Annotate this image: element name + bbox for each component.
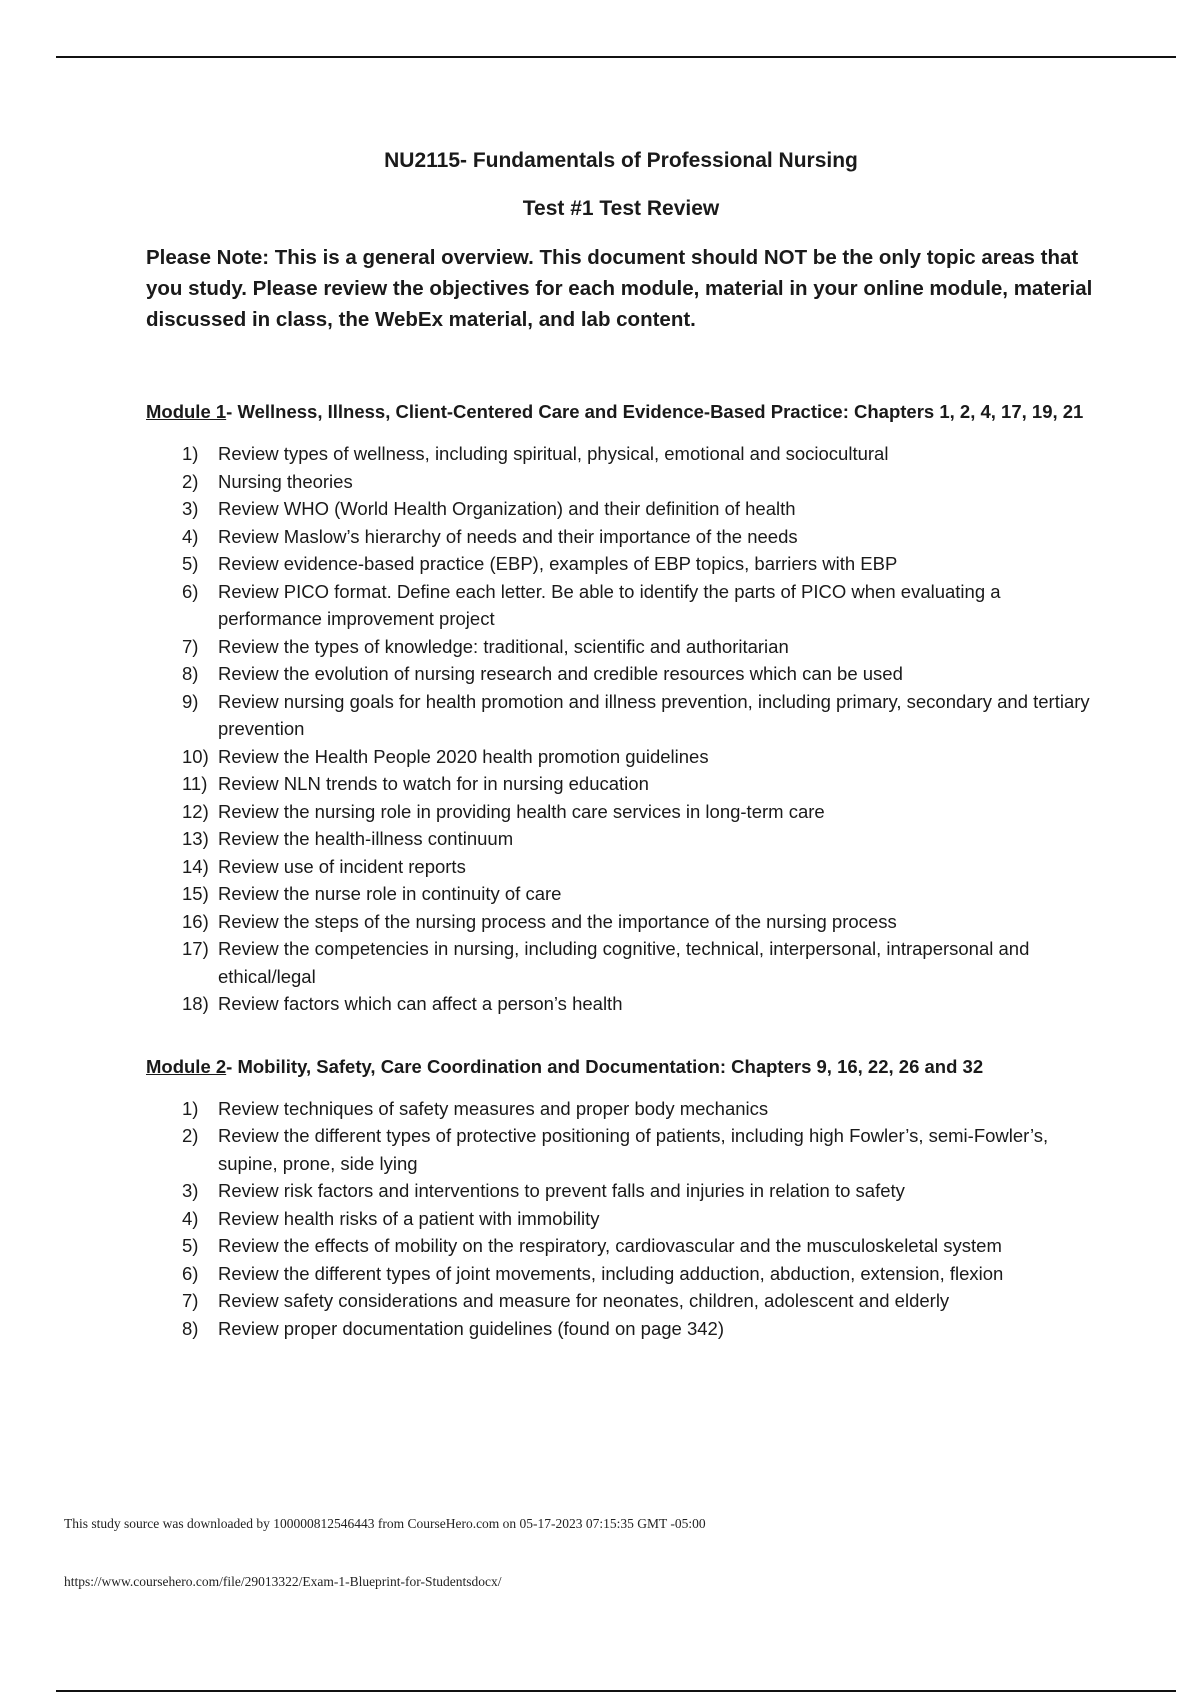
list-item <box>182 633 1096 661</box>
list-item <box>182 1095 1096 1123</box>
document-subtitle: Test #1 Test Review <box>522 197 720 220</box>
list-item-number: 1) <box>182 443 199 464</box>
list-item-number: 7) <box>182 635 199 657</box>
list-item <box>182 743 1096 771</box>
list-item-number: 4) <box>182 525 199 547</box>
list-item-number: 8) <box>182 663 199 684</box>
list-item <box>182 798 1096 826</box>
list-item-text: Review nursing goals for health promotion and illness prevention, including primary, secondary and tertiary prevention <box>218 690 1090 739</box>
list-item <box>182 440 1096 468</box>
list-item-text: Review the Health People 2020 health promotion guidelines <box>218 745 709 767</box>
list-item <box>182 908 1096 936</box>
list-item <box>182 1260 1096 1288</box>
list-item-text: Review evidence-based practice (EBP), examples of EBP topics, barriers with EBP <box>218 553 898 574</box>
list-item <box>182 770 1096 798</box>
module-2-label: Module 2 <box>146 1055 227 1077</box>
list-item <box>182 825 1096 853</box>
module-1-label: Module 1 <box>146 401 227 422</box>
list-item-text: Review WHO (World Health Organization) and their definition of health <box>218 498 796 519</box>
list-item <box>182 935 1096 990</box>
list-item-text: Review factors which can affect a person’s health <box>218 993 623 1014</box>
list-item-number: 2) <box>182 470 199 492</box>
list-item-text: Review the effects of mobility on the respiratory, cardiovascular and the musculoskeletal system <box>218 1235 1002 1256</box>
study-note: Please Note: This is a general overview. This document should NOT be the only topic areas that you study. Please review the objectives for each module, material in your online module, material discussed in class, the WebEx material, and lab content. <box>146 246 1093 331</box>
list-item-text: Review NLN trends to watch for in nursing education <box>218 773 649 794</box>
list-item <box>182 1205 1096 1233</box>
list-item-text: Review the competencies in nursing, including cognitive, technical, interpersonal, intrapersonal and ethical/legal <box>218 938 1030 987</box>
list-item <box>182 1315 1096 1343</box>
list-item-number: 8) <box>182 1317 199 1339</box>
list-item <box>182 880 1096 908</box>
list-item-number: 6) <box>182 580 199 602</box>
list-item <box>182 578 1096 633</box>
list-item-number: 9) <box>182 690 199 712</box>
list-item-number: 5) <box>182 1235 199 1256</box>
list-item-text: Review PICO format. Define each letter. Be able to identify the parts of PICO when evaluating a performance improvement project <box>218 580 1001 629</box>
list-item-text: Review risk factors and interventions to prevent falls and injuries in relation to safety <box>218 1180 905 1201</box>
module-1-title: - Wellness, Illness, Client-Centered Care and Evidence-Based Practice: Chapters 1, 2, 4, 17, 19, 21 <box>226 401 1084 422</box>
module-2-title: - Mobility, Safety, Care Coordination and Documentation: Chapters 9, 16, 22, 26 and 32 <box>226 1055 984 1077</box>
download-source-note: This study source was downloaded by 100000812546443 from CourseHero.com on 05-17-2023 07:15:35 GMT -05:00 <box>64 1516 706 1531</box>
list-item-text: Review the evolution of nursing research and credible resources which can be used <box>218 663 903 684</box>
list-item-number: 1) <box>182 1097 199 1119</box>
list-item-number: 5) <box>182 553 199 574</box>
list-item-text: Review the nurse role in continuity of care <box>218 883 562 904</box>
list-item <box>182 688 1096 743</box>
list-item-text: Review Maslow’s hierarchy of needs and their importance of the needs <box>218 525 798 547</box>
list-item <box>182 1122 1096 1177</box>
list-item <box>182 1287 1096 1315</box>
module-1-heading <box>146 397 1096 426</box>
list-item-number: 18) <box>182 993 209 1014</box>
list-item-text: Review the nursing role in providing health care services in long-term care <box>218 800 825 822</box>
list-item <box>182 468 1096 496</box>
top-divider <box>56 56 1176 58</box>
list-item-text: Review the different types of protective positioning of patients, including high Fowler’s, semi-Fowler’s, supine, prone, side lying <box>218 1125 1049 1174</box>
list-item-number: 4) <box>182 1207 199 1229</box>
list-item-text: Review types of wellness, including spiritual, physical, emotional and sociocultural <box>218 443 889 464</box>
bottom-divider <box>56 1690 1176 1692</box>
list-item-text: Review health risks of a patient with immobility <box>218 1207 600 1229</box>
document-title: NU2115- Fundamentals of Professional Nursing <box>384 149 858 172</box>
list-item-number: 15) <box>182 883 209 904</box>
list-item <box>182 523 1096 551</box>
document-body <box>146 146 1096 1342</box>
list-item <box>182 495 1096 523</box>
list-item-number: 6) <box>182 1262 199 1284</box>
list-item-text: Review the health-illness continuum <box>218 828 514 849</box>
list-item <box>182 990 1096 1018</box>
list-item-number: 10) <box>182 745 209 767</box>
list-item-number: 12) <box>182 800 209 822</box>
list-item-text: Review the different types of joint movements, including adduction, abduction, extension, flexion <box>218 1262 1004 1284</box>
list-item-text: Review safety considerations and measure for neonates, children, adolescent and elderly <box>218 1290 950 1311</box>
list-item-text: Review use of incident reports <box>218 855 466 877</box>
list-item-number: 17) <box>182 938 209 959</box>
list-item-text: Review the types of knowledge: traditional, scientific and authoritarian <box>218 635 789 657</box>
list-item-text: Review proper documentation guidelines (found on page 342) <box>218 1317 725 1339</box>
list-item <box>182 853 1096 881</box>
list-item-number: 16) <box>182 910 209 932</box>
source-url: https://www.coursehero.com/file/29013322/Exam-1-Blueprint-for-Studentsdocx/ <box>64 1574 502 1589</box>
list-item-text: Review the steps of the nursing process and the importance of the nursing process <box>218 910 897 932</box>
list-item-number: 14) <box>182 855 209 877</box>
list-item <box>182 660 1096 688</box>
module-2-list <box>146 1095 1096 1343</box>
list-item-number: 3) <box>182 1180 199 1201</box>
list-item-text: Nursing theories <box>218 470 353 492</box>
list-item-text: Review techniques of safety measures and proper body mechanics <box>218 1097 769 1119</box>
list-item <box>182 550 1096 578</box>
list-item-number: 7) <box>182 1290 199 1311</box>
module-1-list <box>146 440 1096 1018</box>
list-item-number: 3) <box>182 498 199 519</box>
module-2-heading <box>146 1052 1096 1081</box>
list-item <box>182 1232 1096 1260</box>
list-item-number: 2) <box>182 1125 199 1146</box>
list-item-number: 11) <box>182 773 208 794</box>
list-item-number: 13) <box>182 828 209 849</box>
list-item <box>182 1177 1096 1205</box>
